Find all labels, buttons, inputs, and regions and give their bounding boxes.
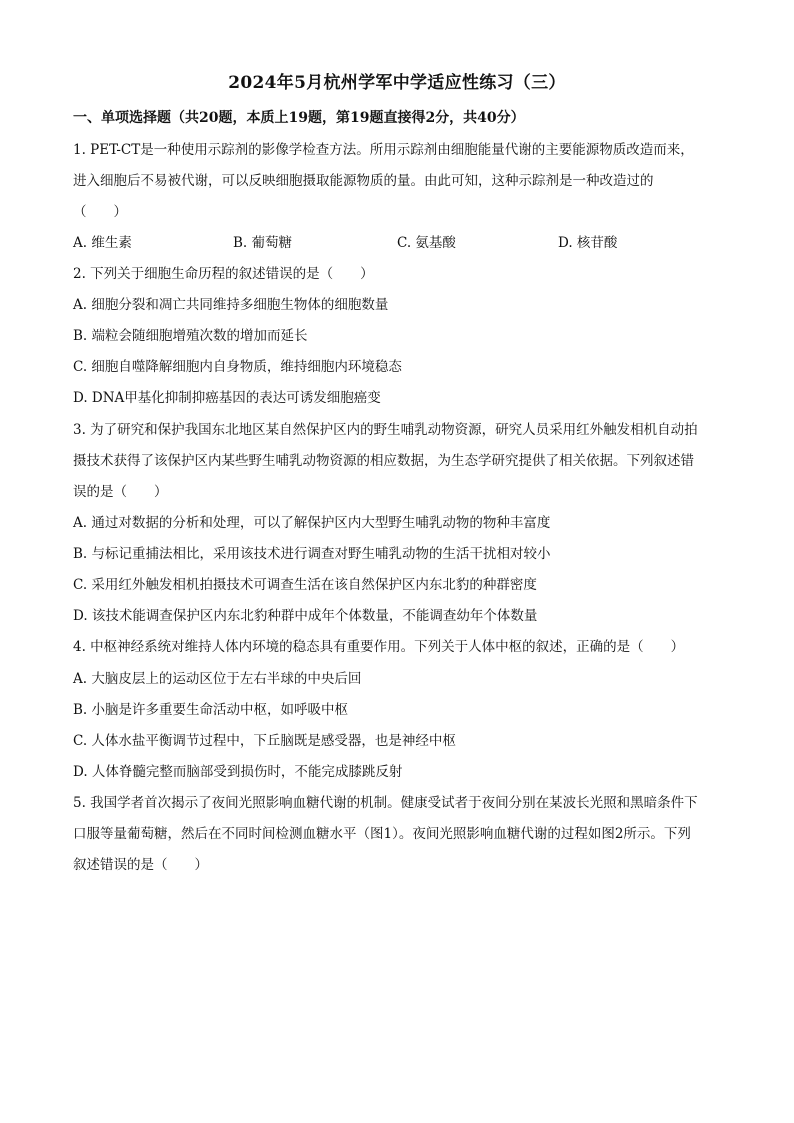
question-4-option-d: D. 人体脊髓完整而脑部受到损伤时，不能完成膝跳反射	[73, 764, 403, 780]
question-3-option-d: D. 该技术能调查保护区内东北豹种群中成年个体数量，不能调查幼年个体数量	[73, 608, 538, 624]
question-1-text-line-3: （ ）	[73, 204, 127, 220]
question-5-text-line-3: 叙述错误的是（ ）	[73, 857, 208, 873]
question-2-option-b: B. 端粒会随细胞增殖次数的增加而延长	[73, 328, 308, 344]
question-4-option-b: B. 小脑是许多重要生命活动中枢，如呼吸中枢	[73, 702, 349, 718]
question-1-option-a: A. 维生素	[73, 235, 132, 251]
question-1-option-c: C. 氨基酸	[397, 235, 456, 251]
question-2-option-c: C. 细胞自噬降解细胞内自身物质，维持细胞内环境稳态	[73, 359, 402, 375]
question-3-option-a: A. 通过对数据的分析和处理，可以了解保护区内大型野生哺乳动物的物种丰富度	[73, 515, 551, 531]
question-3-option-b: B. 与标记重捕法相比，采用该技术进行调查对野生哺乳动物的生活干扰相对较小	[73, 546, 551, 562]
question-3-text-line-2: 摄技术获得了该保护区内某些野生哺乳动物资源的相应数据，为生态学研究提供了相关依据。下列叙述错	[73, 453, 694, 469]
question-1-option-d: D. 核苷酸	[558, 235, 618, 251]
section-heading: 一、单项选择题（共20题，本质上19题，第19题直接得2分，共40分）	[73, 110, 525, 126]
question-4-text-line-1: 4. 中枢神经系统对维持人体内环境的稳态具有重要作用。下列关于人体中枢的叙述，正确的是（ ）	[73, 639, 685, 655]
question-2-option-a: A. 细胞分裂和凋亡共同维持多细胞生物体的细胞数量	[73, 297, 389, 313]
question-2-option-d: D. DNA甲基化抑制抑癌基因的表达可诱发细胞癌变	[73, 390, 381, 406]
question-1-text-line-2: 进入细胞后不易被代谢，可以反映细胞摄取能源物质的量。由此可知，这种示踪剂是一种改造过的	[73, 173, 654, 189]
question-1-option-b: B. 葡萄糖	[233, 235, 293, 251]
question-1-text-line-1: 1. PET-CT是一种使用示踪剂的影像学检查方法。所用示踪剂由细胞能量代谢的主要能源物质改造而来，	[73, 142, 694, 158]
question-2-text-line-1: 2. 下列关于细胞生命历程的叙述错误的是（ ）	[73, 266, 374, 282]
question-3-text-line-3: 误的是（ ）	[73, 484, 168, 500]
question-4-option-c: C. 人体水盐平衡调节过程中，下丘脑既是感受器，也是神经中枢	[73, 733, 456, 749]
page-title: 2024年5月杭州学军中学适应性练习（三）	[228, 73, 566, 93]
question-4-option-a: A. 大脑皮层上的运动区位于左右半球的中央后回	[73, 671, 362, 687]
question-3-option-c: C. 采用红外触发相机拍摄技术可调查生活在该自然保护区内东北豹的种群密度	[73, 577, 537, 593]
question-5-text-line-1: 5. 我国学者首次揭示了夜间光照影响血糖代谢的机制。健康受试者于夜间分别在某波长光照和黑暗条件下	[73, 795, 698, 811]
question-3-text-line-1: 3. 为了研究和保护我国东北地区某自然保护区内的野生哺乳动物资源，研究人员采用红外触发相机自动拍	[73, 422, 698, 438]
question-5-text-line-2: 口服等量葡萄糖，然后在不同时间检测血糖水平（图1）。夜间光照影响血糖代谢的过程如图2所示。下列	[73, 826, 691, 842]
